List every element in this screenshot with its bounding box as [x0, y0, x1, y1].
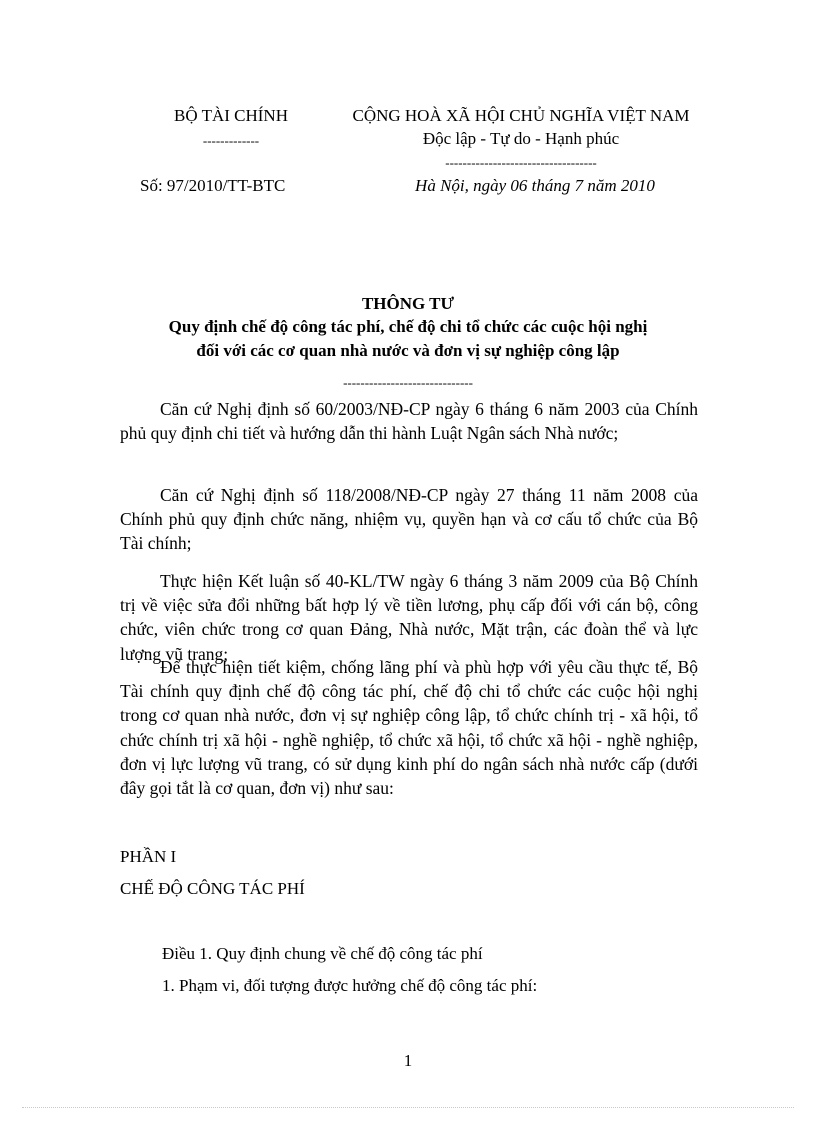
title-divider: ------------------------------: [343, 375, 473, 390]
article-heading: Điều 1. Quy định chung về chế độ công tác phí: [162, 944, 483, 963]
document-subject-line-1: Quy định chế độ công tác phí, chế độ chi tổ chức các cuộc hội nghị: [168, 317, 648, 336]
document-type: THÔNG TƯ: [361, 294, 455, 313]
preamble-paragraph: Căn cứ Nghị định số 118/2008/NĐ-CP ngày 27 tháng 11 năm 2008 của Chính phủ quy định chức năng, nhiệm vụ, quyền hạn và cơ cấu tổ chức của Bộ Tài chính;: [120, 485, 698, 554]
motto-divider: -----------------------------------: [445, 155, 597, 170]
preamble-paragraph: Căn cứ Nghị định số 60/2003/NĐ-CP ngày 6 tháng 6 năm 2003 của Chính phủ quy định chi tiết và hướng dẫn thi hành Luật Ngân sách Nhà nước;: [120, 399, 698, 444]
ministry-divider: -------------: [202, 133, 260, 148]
part-name: CHẾ ĐỘ CÔNG TÁC PHÍ: [120, 879, 305, 898]
national-motto: Độc lập - Tự do - Hạnh phúc: [422, 129, 620, 148]
preamble-paragraph: Thực hiện Kết luận số 40-KL/TW ngày 6 tháng 3 năm 2009 của Bộ Chính trị về việc sửa đổi những bất hợp lý về tiền lương, phụ cấp đối với cán bộ, công chức, viên chức trong cơ quan Đảng, Nhà nước, Mặt trận, các đoàn thể và lực lượng vũ trang;: [120, 571, 698, 664]
page-number: 1: [403, 1051, 413, 1070]
place-and-date: Hà Nội, ngày 06 tháng 7 năm 2010: [415, 176, 655, 195]
nation-title: CỘNG HOÀ XÃ HỘI CHỦ NGHĨA VIỆT NAM: [352, 106, 690, 125]
document-subject-line-2: đối với các cơ quan nhà nước và đơn vị sự nghiệp công lập: [196, 341, 620, 360]
preamble-paragraph: Để thực hiện tiết kiệm, chống lãng phí và phù hợp với yêu cầu thực tế, Bộ Tài chính quy định chế độ công tác phí, chế độ chi tổ chức các cuộc hội nghị trong cơ quan nhà nước, đơn vị sự nghiệp công lập, tổ chức chính trị - xã hội, tổ chức chính trị xã hội - nghề nghiệp, tổ chức xã hội, tổ chức xã hội - nghề nghiệp, đơn vị lực lượng vũ trang, có sử dụng kinh phí do ngân sách nhà nước cấp (dưới đây gọi tắt là cơ quan, đơn vị) như sau:: [120, 657, 698, 799]
issuing-ministry: BỘ TÀI CHÍNH: [174, 106, 288, 125]
part-label: PHẦN I: [120, 847, 177, 866]
article-item: 1. Phạm vi, đối tượng được hưởng chế độ công tác phí:: [162, 976, 538, 995]
document-number: Số: 97/2010/TT-BTC: [140, 176, 286, 195]
page-divider: [22, 1107, 794, 1108]
